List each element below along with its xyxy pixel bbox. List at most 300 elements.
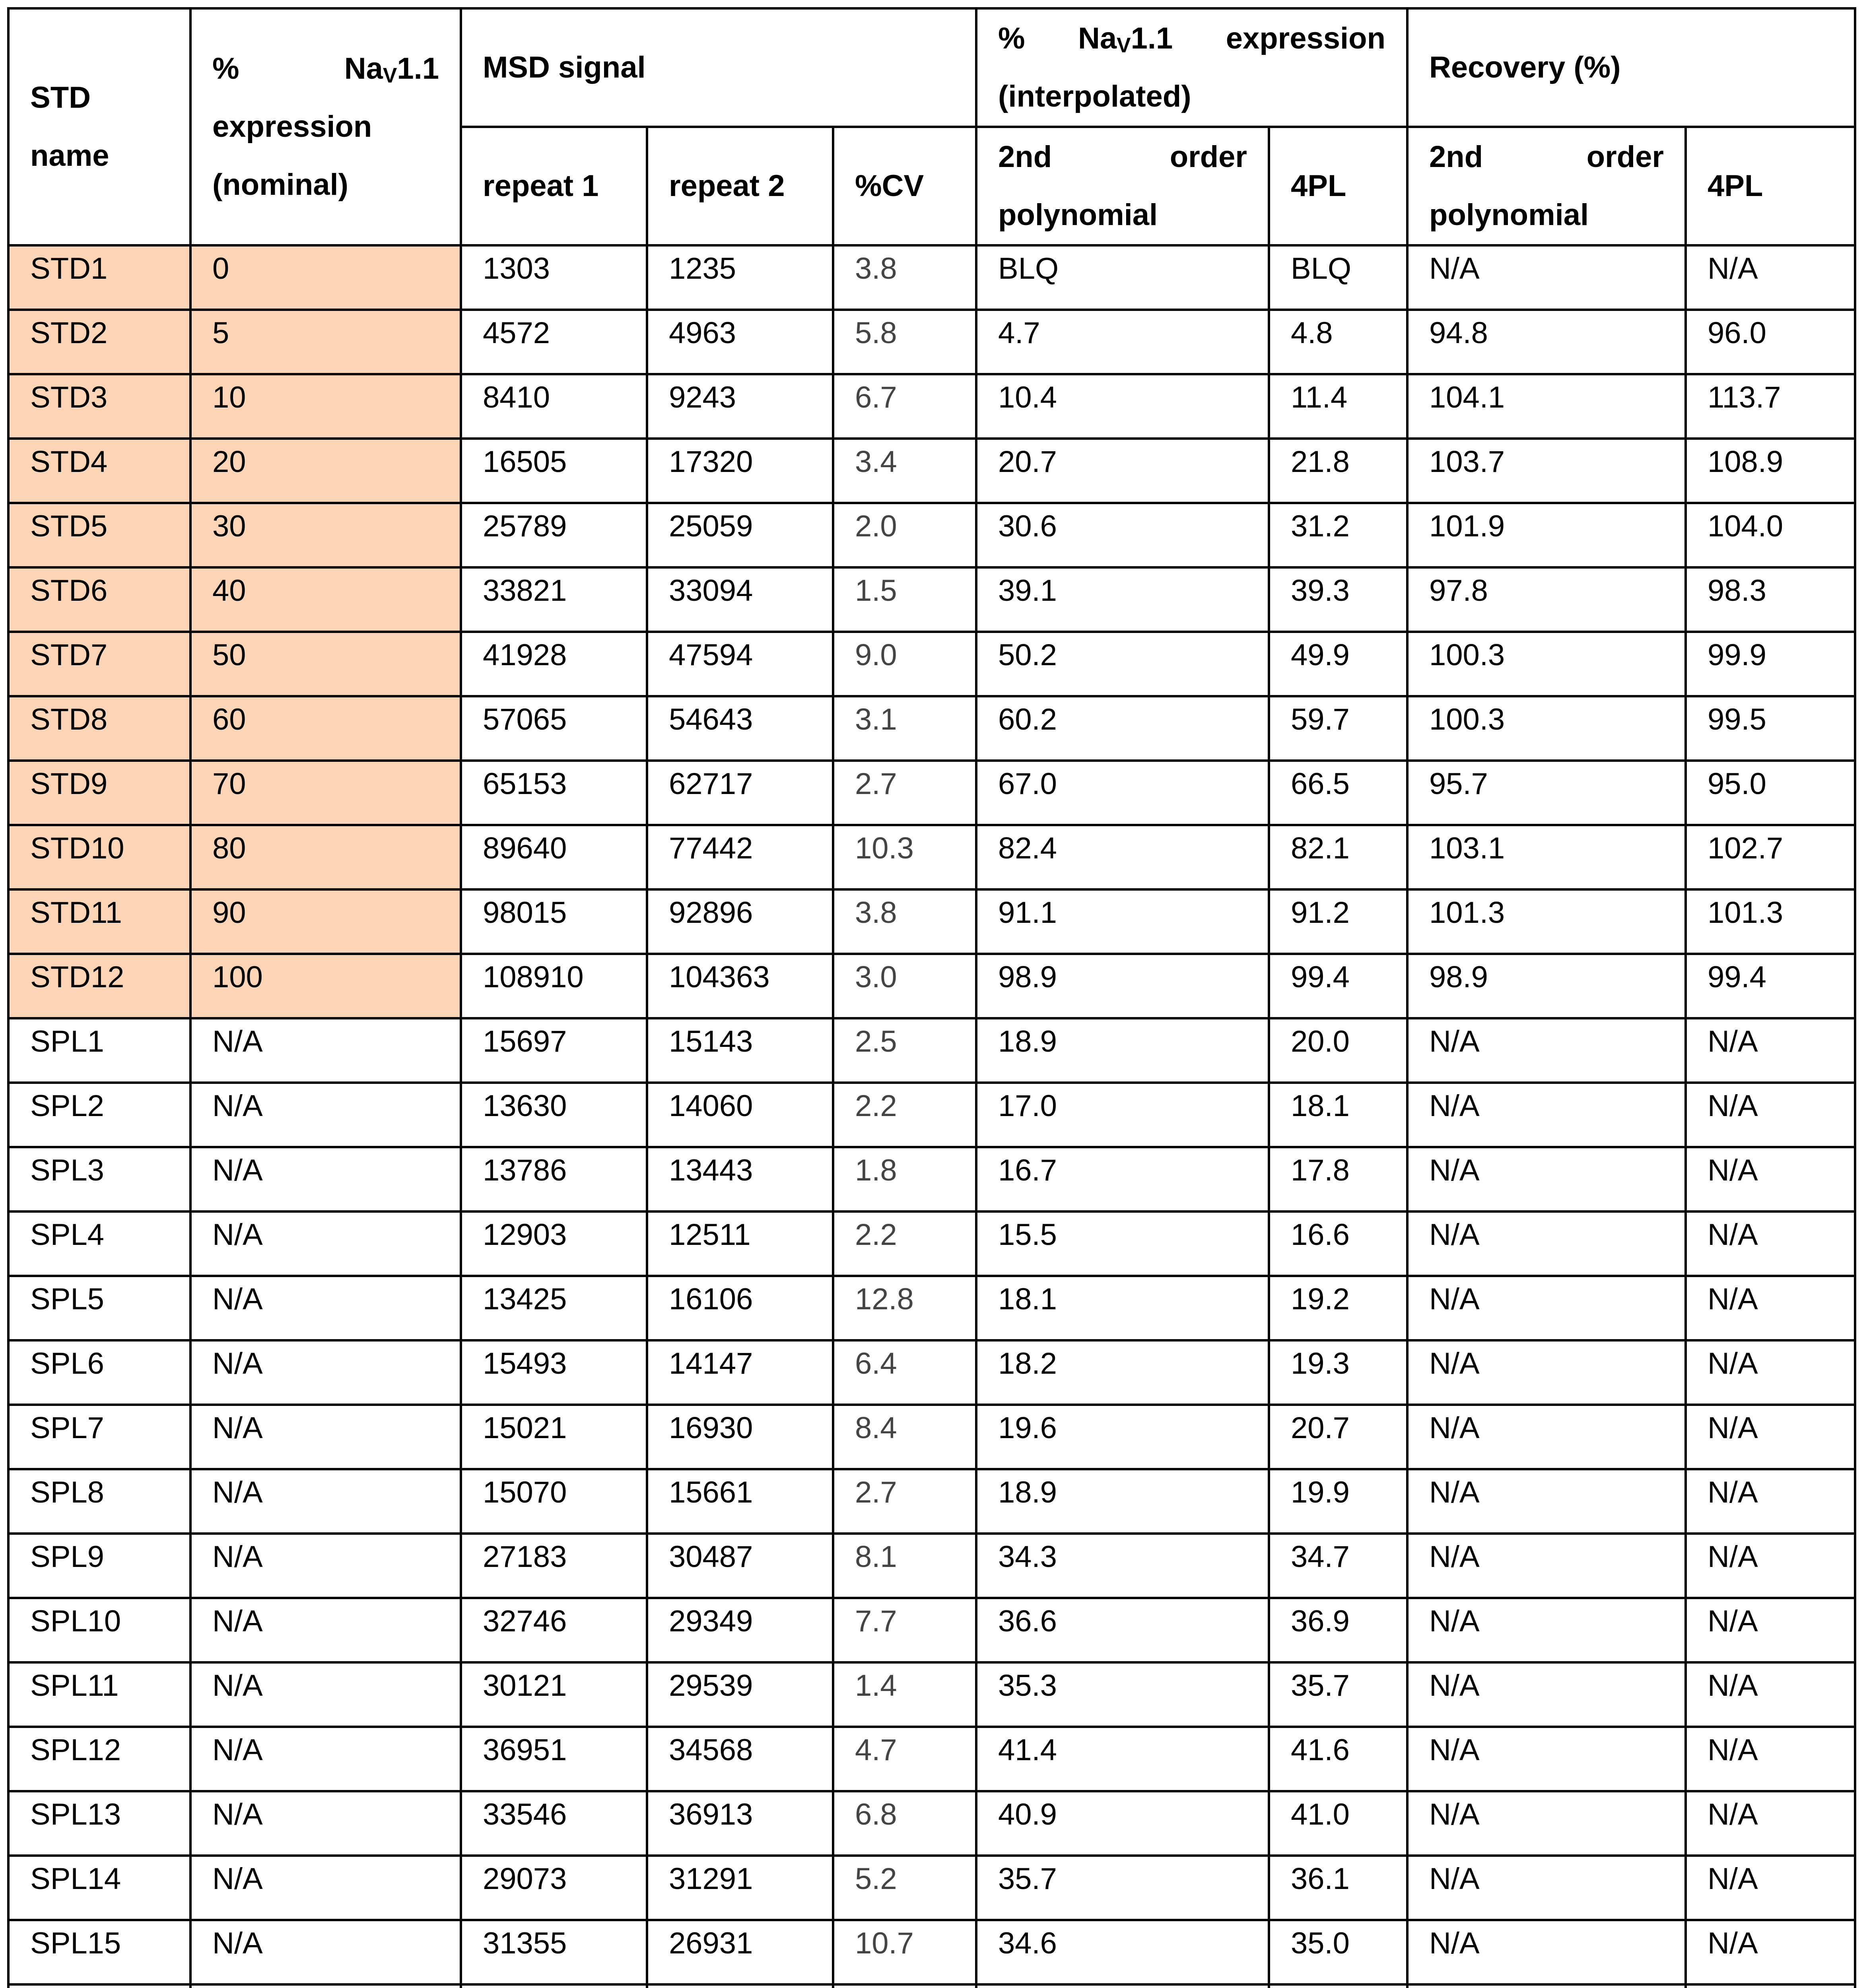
- header-nominal-prefix: %: [212, 52, 239, 85]
- cell-repeat2: 4963: [647, 310, 833, 374]
- cell-nominal: 50: [190, 632, 461, 696]
- cell-poly: 39.1: [976, 567, 1269, 632]
- cell-repeat1: 15070: [461, 1469, 647, 1534]
- cell-cv: 3.8: [833, 245, 976, 310]
- cell-4pl: 41.6: [1269, 1727, 1407, 1791]
- cell-recovery-4pl: 99.4: [1686, 954, 1855, 1018]
- table-row: [8, 1598, 1855, 1662]
- cell-poly: 35.7: [976, 1856, 1269, 1920]
- cell-poly: 18.9: [976, 1469, 1269, 1534]
- table-row: [8, 310, 1855, 374]
- header-poly-line1: [998, 128, 1247, 186]
- cell-repeat2: 14060: [647, 1083, 833, 1147]
- table-container: [7, 7, 1856, 1988]
- cell-repeat2: 25059: [647, 503, 833, 567]
- cell-4pl: 59.7: [1269, 696, 1407, 761]
- cell-cv: 3.1: [833, 696, 976, 761]
- cell-cv: 10.3: [833, 825, 976, 889]
- cell-recovery-4pl: N/A: [1686, 1083, 1855, 1147]
- table-row: [8, 1276, 1855, 1340]
- cell-poly: 18.1: [976, 1276, 1269, 1340]
- cell-repeat2: 16930: [647, 1405, 833, 1469]
- cell-nominal: 40: [190, 567, 461, 632]
- cell-repeat2: 47594: [647, 632, 833, 696]
- cell-4pl: 31.2: [1269, 503, 1407, 567]
- header-nominal-main: Na: [344, 52, 383, 85]
- cell-repeat2: 62717: [647, 761, 833, 825]
- cell-name: STD7: [8, 632, 190, 696]
- header-rec-poly: [1407, 127, 1686, 245]
- table-row: [8, 632, 1855, 696]
- header-rec-poly-c: polynomial: [1429, 198, 1589, 232]
- cell-name: STD10: [8, 825, 190, 889]
- table-row: [8, 1083, 1855, 1147]
- cell-recovery-4pl: N/A: [1686, 1598, 1855, 1662]
- cell-poly: 20.7: [976, 439, 1269, 503]
- cell-poly: 60.2: [976, 696, 1269, 761]
- cell-repeat1: 13425: [461, 1276, 647, 1340]
- cell-recovery-poly: [1407, 1984, 1686, 1988]
- cell-repeat1: 4572: [461, 310, 647, 374]
- cell-repeat2: 14147: [647, 1340, 833, 1405]
- cell-recovery-4pl: 99.9: [1686, 632, 1855, 696]
- cell-recovery-poly: 100.3: [1407, 696, 1686, 761]
- cell-name: SPL7: [8, 1405, 190, 1469]
- cell-nominal: N/A: [190, 1340, 461, 1405]
- cell-4pl: 39.3: [1269, 567, 1407, 632]
- cell-nominal: N/A: [190, 1598, 461, 1662]
- cell-repeat1: 15697: [461, 1018, 647, 1083]
- cell-repeat1: 27183: [461, 1534, 647, 1598]
- cell-recovery-4pl: 113.7: [1686, 374, 1855, 439]
- table-row: [8, 761, 1855, 825]
- cell-repeat1: 13786: [461, 1147, 647, 1211]
- cell-nominal: 90: [190, 889, 461, 954]
- cell-4pl: 19.2: [1269, 1276, 1407, 1340]
- cell-recovery-4pl: N/A: [1686, 1211, 1855, 1276]
- cell-cv: 8.4: [833, 1405, 976, 1469]
- cell-poly: 35.3: [976, 1662, 1269, 1727]
- cell-poly: 82.4: [976, 825, 1269, 889]
- cell-repeat1: 108910: [461, 954, 647, 1018]
- cell-4pl: 49.9: [1269, 632, 1407, 696]
- cell-recovery-poly: N/A: [1407, 1083, 1686, 1147]
- header-rec-4pl: 4PL: [1686, 127, 1855, 245]
- cell-repeat2: 104363: [647, 954, 833, 1018]
- cell-4pl: 99.4: [1269, 954, 1407, 1018]
- cell-poly: 36.6: [976, 1598, 1269, 1662]
- cell-cv: 3.4: [833, 439, 976, 503]
- cell-repeat1: [461, 1984, 647, 1988]
- header-nominal-gene: [344, 40, 439, 98]
- cell-recovery-poly: N/A: [1407, 1405, 1686, 1469]
- cell-4pl: 66.5: [1269, 761, 1407, 825]
- cell-recovery-poly: 104.1: [1407, 374, 1686, 439]
- cell-repeat2: 33094: [647, 567, 833, 632]
- cell-poly: 98.9: [976, 954, 1269, 1018]
- cell-poly: 4.7: [976, 310, 1269, 374]
- table-body: [8, 245, 1855, 1988]
- table-row: [8, 439, 1855, 503]
- cell-repeat1: 12903: [461, 1211, 647, 1276]
- cell-nominal: N/A: [190, 1727, 461, 1791]
- cell-name: SPL1: [8, 1018, 190, 1083]
- cell-repeat2: 29539: [647, 1662, 833, 1727]
- cell-cv: 6.8: [833, 1791, 976, 1856]
- cell-recovery-4pl: N/A: [1686, 1534, 1855, 1598]
- cell-poly: BLQ: [976, 245, 1269, 310]
- table-row: [8, 1147, 1855, 1211]
- cell-recovery-4pl: 95.0: [1686, 761, 1855, 825]
- cell-4pl: 16.6: [1269, 1211, 1407, 1276]
- cell-4pl: 19.9: [1269, 1469, 1407, 1534]
- cell-recovery-poly: 94.8: [1407, 310, 1686, 374]
- table-row: [8, 1856, 1855, 1920]
- cell-name: SPL14: [8, 1856, 190, 1920]
- cell-nominal: N/A: [190, 1791, 461, 1856]
- cell-nominal: N/A: [190, 1211, 461, 1276]
- cell-recovery-4pl: 99.5: [1686, 696, 1855, 761]
- cell-nominal: N/A: [190, 1662, 461, 1727]
- table-row: [8, 1211, 1855, 1276]
- cell-nominal: N/A: [190, 1083, 461, 1147]
- cell-repeat1: 13630: [461, 1083, 647, 1147]
- cell-poly: 16.7: [976, 1147, 1269, 1211]
- header-interp-rest: (interpolated): [998, 80, 1191, 113]
- header-row-top: [8, 8, 1855, 127]
- cell-4pl: 35.7: [1269, 1662, 1407, 1727]
- cell-cv: 1.8: [833, 1147, 976, 1211]
- cell-cv: 10.7: [833, 1920, 976, 1984]
- cell-name: STD8: [8, 696, 190, 761]
- cell-repeat1: 1303: [461, 245, 647, 310]
- cell-repeat2: 9243: [647, 374, 833, 439]
- cell-recovery-poly: N/A: [1407, 1598, 1686, 1662]
- cell-name: SPL6: [8, 1340, 190, 1405]
- cell-recovery-poly: N/A: [1407, 1211, 1686, 1276]
- cell-4pl: 91.2: [1269, 889, 1407, 954]
- cell-nominal: 20: [190, 439, 461, 503]
- cell-poly: 10.4: [976, 374, 1269, 439]
- cell-recovery-4pl: 102.7: [1686, 825, 1855, 889]
- cell-name: STD9: [8, 761, 190, 825]
- cell-recovery-4pl: N/A: [1686, 1340, 1855, 1405]
- cell-repeat2: 15661: [647, 1469, 833, 1534]
- header-poly: [976, 127, 1269, 245]
- cell-cv: 9.0: [833, 632, 976, 696]
- cell-repeat2: 17320: [647, 439, 833, 503]
- cell-recovery-4pl: 101.3: [1686, 889, 1855, 954]
- cell-name: STD11: [8, 889, 190, 954]
- cell-repeat2: 12511: [647, 1211, 833, 1276]
- cell-poly: 67.0: [976, 761, 1269, 825]
- cell-poly: 41.4: [976, 1727, 1269, 1791]
- table-row: [8, 1469, 1855, 1534]
- cell-nominal: 0: [190, 245, 461, 310]
- cell-cv: 2.2: [833, 1083, 976, 1147]
- header-nominal: [190, 8, 461, 245]
- cell-poly: 18.9: [976, 1018, 1269, 1083]
- table-row: [8, 1340, 1855, 1405]
- cell-recovery-poly: 101.9: [1407, 503, 1686, 567]
- table-row: [8, 374, 1855, 439]
- cell-nominal: N/A: [190, 1018, 461, 1083]
- cell-recovery-poly: 101.3: [1407, 889, 1686, 954]
- cell-recovery-poly: N/A: [1407, 1534, 1686, 1598]
- cell-4pl: 34.7: [1269, 1534, 1407, 1598]
- cell-repeat1: 36951: [461, 1727, 647, 1791]
- cell-cv: 1.5: [833, 567, 976, 632]
- table-row: [8, 503, 1855, 567]
- cell-repeat1: 30121: [461, 1662, 647, 1727]
- cell-4pl: 18.1: [1269, 1083, 1407, 1147]
- cell-name: SPL5: [8, 1276, 190, 1340]
- cell-recovery-4pl: 104.0: [1686, 503, 1855, 567]
- cell-recovery-4pl: N/A: [1686, 245, 1855, 310]
- header-msd-signal: MSD signal: [461, 8, 976, 127]
- table-row: [8, 245, 1855, 310]
- cell-recovery-4pl: N/A: [1686, 1469, 1855, 1534]
- cell-poly: [976, 1984, 1269, 1988]
- cell-repeat1: 41928: [461, 632, 647, 696]
- cell-repeat1: 15493: [461, 1340, 647, 1405]
- cell-recovery-4pl: N/A: [1686, 1662, 1855, 1727]
- cell-repeat1: 33546: [461, 1791, 647, 1856]
- cell-repeat2: 34568: [647, 1727, 833, 1791]
- cell-4pl: 19.3: [1269, 1340, 1407, 1405]
- cell-nominal: 30: [190, 503, 461, 567]
- cell-repeat1: 89640: [461, 825, 647, 889]
- cell-recovery-4pl: N/A: [1686, 1856, 1855, 1920]
- cell-cv: 3.0: [833, 954, 976, 1018]
- cell-poly: 15.5: [976, 1211, 1269, 1276]
- header-poly-a: 2nd: [998, 140, 1052, 174]
- cell-poly: 18.2: [976, 1340, 1269, 1405]
- header-interp-expression: expression: [1226, 21, 1386, 55]
- header-rec-poly-line1: [1429, 128, 1664, 186]
- table-row: [8, 1727, 1855, 1791]
- cell-name: STD4: [8, 439, 190, 503]
- cell-cv: 12.8: [833, 1276, 976, 1340]
- cell-name: STD5: [8, 503, 190, 567]
- cell-recovery-4pl: [1686, 1984, 1855, 1988]
- cell-recovery-poly: N/A: [1407, 1147, 1686, 1211]
- cell-recovery-poly: N/A: [1407, 1018, 1686, 1083]
- header-rec-poly-a: 2nd: [1429, 140, 1483, 174]
- cell-repeat1: 8410: [461, 374, 647, 439]
- cell-recovery-poly: N/A: [1407, 1856, 1686, 1920]
- header-std-name: STD name: [8, 8, 190, 245]
- cell-name: SPL11: [8, 1662, 190, 1727]
- cell-4pl: 20.0: [1269, 1018, 1407, 1083]
- header-poly-b: order: [1170, 140, 1247, 174]
- data-table: [7, 7, 1856, 1988]
- header-nominal-suffix: 1.1: [397, 52, 439, 85]
- header-poly-c: polynomial: [998, 198, 1158, 232]
- cell-cv: 2.5: [833, 1018, 976, 1083]
- cell-repeat1: 57065: [461, 696, 647, 761]
- cell-recovery-poly: N/A: [1407, 1791, 1686, 1856]
- cell-name: STD3: [8, 374, 190, 439]
- header-4pl: 4PL: [1269, 127, 1407, 245]
- cell-name: STD1: [8, 245, 190, 310]
- cell-nominal: N/A: [190, 1276, 461, 1340]
- cell-recovery-poly: N/A: [1407, 245, 1686, 310]
- table-row: [8, 1984, 1855, 1988]
- cell-repeat1: 98015: [461, 889, 647, 954]
- cell-nominal: 70: [190, 761, 461, 825]
- cell-4pl: 4.8: [1269, 310, 1407, 374]
- cell-recovery-poly: 100.3: [1407, 632, 1686, 696]
- cell-recovery-4pl: N/A: [1686, 1018, 1855, 1083]
- header-nominal-rest: expression (nominal): [212, 110, 372, 202]
- cell-recovery-poly: 95.7: [1407, 761, 1686, 825]
- cell-recovery-4pl: N/A: [1686, 1727, 1855, 1791]
- header-nominal-line1: [212, 40, 439, 98]
- table-header: [8, 8, 1855, 245]
- cell-nominal: N/A: [190, 1920, 461, 1984]
- cell-4pl: 17.8: [1269, 1147, 1407, 1211]
- header-interpolated: [976, 8, 1407, 127]
- table-row: [8, 954, 1855, 1018]
- table-row: [8, 1534, 1855, 1598]
- header-interp-line1: [998, 10, 1385, 68]
- cell-nominal: 100: [190, 954, 461, 1018]
- cell-nominal: [190, 1984, 461, 1988]
- header-interp-main: Na: [1078, 21, 1117, 55]
- cell-cv: 3.8: [833, 889, 976, 954]
- cell-repeat2: 13443: [647, 1147, 833, 1211]
- cell-4pl: 21.8: [1269, 439, 1407, 503]
- cell-nominal: N/A: [190, 1405, 461, 1469]
- cell-recovery-4pl: N/A: [1686, 1791, 1855, 1856]
- cell-repeat2: 54643: [647, 696, 833, 761]
- cell-nominal: 60: [190, 696, 461, 761]
- cell-recovery-4pl: 96.0: [1686, 310, 1855, 374]
- cell-recovery-4pl: N/A: [1686, 1405, 1855, 1469]
- header-rec-poly-b: order: [1586, 140, 1664, 174]
- cell-repeat2: 1235: [647, 245, 833, 310]
- header-repeat1: repeat 1: [461, 127, 647, 245]
- cell-cv: 2.7: [833, 761, 976, 825]
- cell-repeat1: 33821: [461, 567, 647, 632]
- header-interp-prefix: %: [998, 21, 1025, 55]
- cell-4pl: 20.7: [1269, 1405, 1407, 1469]
- cell-recovery-4pl: N/A: [1686, 1147, 1855, 1211]
- cell-name: SPL9: [8, 1534, 190, 1598]
- cell-repeat1: 65153: [461, 761, 647, 825]
- cell-nominal: 80: [190, 825, 461, 889]
- cell-repeat2: 16106: [647, 1276, 833, 1340]
- header-interp-sub: V: [1117, 33, 1131, 57]
- cell-repeat2: 31291: [647, 1856, 833, 1920]
- cell-cv: 1.4: [833, 1662, 976, 1727]
- table-row: [8, 1405, 1855, 1469]
- cell-repeat2: [647, 1984, 833, 1988]
- cell-cv: [833, 1984, 976, 1988]
- cell-recovery-poly: N/A: [1407, 1920, 1686, 1984]
- table-row: [8, 696, 1855, 761]
- cell-nominal: 10: [190, 374, 461, 439]
- cell-nominal: N/A: [190, 1856, 461, 1920]
- header-cv: %CV: [833, 127, 976, 245]
- cell-name: STD2: [8, 310, 190, 374]
- cell-cv: 5.2: [833, 1856, 976, 1920]
- cell-recovery-poly: 97.8: [1407, 567, 1686, 632]
- cell-repeat2: 15143: [647, 1018, 833, 1083]
- cell-cv: 7.7: [833, 1598, 976, 1662]
- cell-nominal: N/A: [190, 1469, 461, 1534]
- cell-4pl: 82.1: [1269, 825, 1407, 889]
- cell-4pl: 35.0: [1269, 1920, 1407, 1984]
- cell-poly: 40.9: [976, 1791, 1269, 1856]
- cell-repeat2: 92896: [647, 889, 833, 954]
- cell-name: SPL13: [8, 1791, 190, 1856]
- cell-recovery-poly: 103.1: [1407, 825, 1686, 889]
- cell-poly: 50.2: [976, 632, 1269, 696]
- cell-name: [8, 1984, 190, 1988]
- cell-repeat1: 25789: [461, 503, 647, 567]
- cell-recovery-poly: N/A: [1407, 1340, 1686, 1405]
- cell-recovery-poly: 103.7: [1407, 439, 1686, 503]
- cell-cv: 5.8: [833, 310, 976, 374]
- cell-cv: 2.0: [833, 503, 976, 567]
- cell-cv: 6.7: [833, 374, 976, 439]
- table-row: [8, 825, 1855, 889]
- header-recovery: Recovery (%): [1407, 8, 1855, 127]
- cell-repeat1: 31355: [461, 1920, 647, 1984]
- cell-repeat1: 32746: [461, 1598, 647, 1662]
- table-row: [8, 567, 1855, 632]
- cell-recovery-poly: N/A: [1407, 1276, 1686, 1340]
- cell-recovery-poly: 98.9: [1407, 954, 1686, 1018]
- cell-recovery-poly: N/A: [1407, 1662, 1686, 1727]
- cell-recovery-poly: N/A: [1407, 1727, 1686, 1791]
- cell-recovery-4pl: 98.3: [1686, 567, 1855, 632]
- cell-repeat2: 36913: [647, 1791, 833, 1856]
- cell-name: SPL3: [8, 1147, 190, 1211]
- cell-repeat2: 26931: [647, 1920, 833, 1984]
- cell-4pl: BLQ: [1269, 245, 1407, 310]
- cell-nominal: N/A: [190, 1534, 461, 1598]
- cell-repeat2: 77442: [647, 825, 833, 889]
- cell-repeat1: 29073: [461, 1856, 647, 1920]
- cell-4pl: 36.9: [1269, 1598, 1407, 1662]
- cell-poly: 34.6: [976, 1920, 1269, 1984]
- cell-poly: 30.6: [976, 503, 1269, 567]
- header-repeat2: repeat 2: [647, 127, 833, 245]
- cell-recovery-4pl: N/A: [1686, 1276, 1855, 1340]
- cell-nominal: N/A: [190, 1147, 461, 1211]
- cell-nominal: 5: [190, 310, 461, 374]
- cell-name: SPL10: [8, 1598, 190, 1662]
- cell-recovery-4pl: 108.9: [1686, 439, 1855, 503]
- table-row: [8, 889, 1855, 954]
- cell-recovery-poly: N/A: [1407, 1469, 1686, 1534]
- cell-name: STD12: [8, 954, 190, 1018]
- cell-cv: 6.4: [833, 1340, 976, 1405]
- header-nominal-sub: V: [383, 64, 397, 87]
- cell-poly: 19.6: [976, 1405, 1269, 1469]
- cell-cv: 4.7: [833, 1727, 976, 1791]
- header-interp-suffix: 1.1: [1131, 21, 1173, 55]
- cell-name: STD6: [8, 567, 190, 632]
- cell-repeat1: 16505: [461, 439, 647, 503]
- cell-recovery-4pl: N/A: [1686, 1920, 1855, 1984]
- table-row: [8, 1920, 1855, 1984]
- table-row: [8, 1018, 1855, 1083]
- cell-4pl: 41.0: [1269, 1791, 1407, 1856]
